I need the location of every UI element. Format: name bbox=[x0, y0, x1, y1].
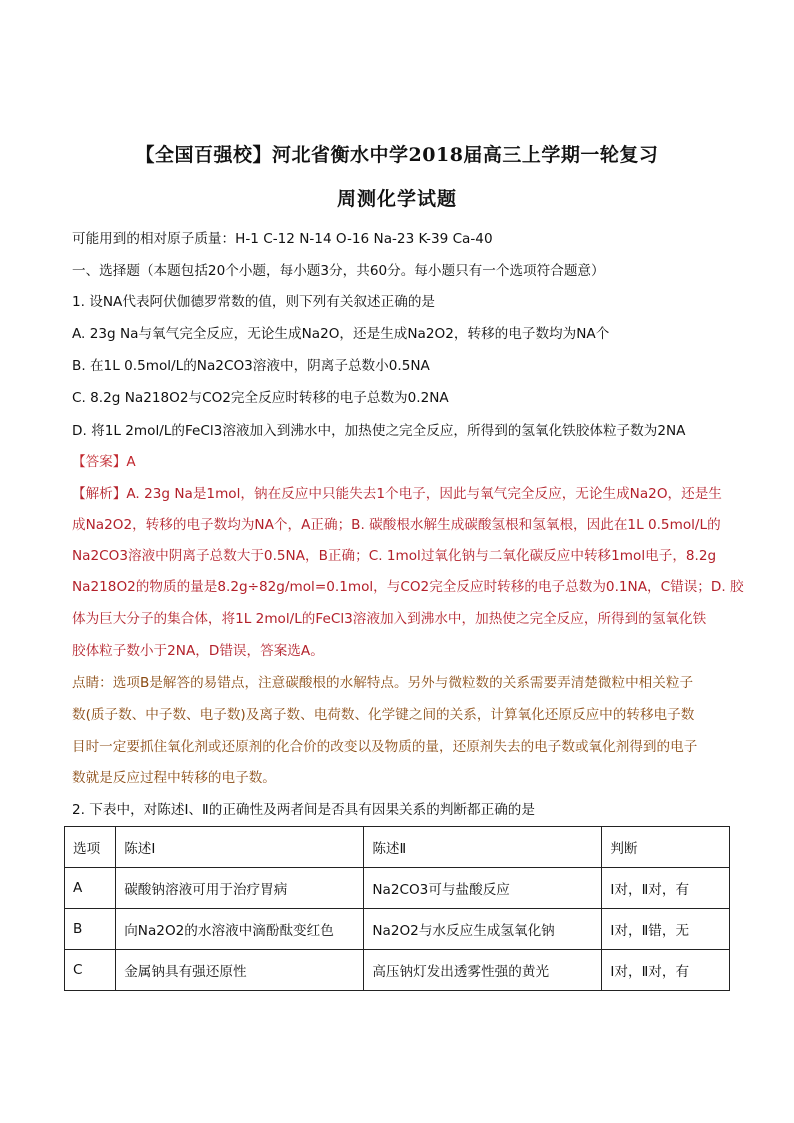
question-1-stem: 1. 设NA代表阿伏伽德罗常数的值，则下列有关叙述正确的是 bbox=[72, 294, 436, 310]
tip-line: 点睛：选项B是解答的易错点，注意碳酸根的水解特点。另外与微粒数的关系需要弄清楚微粒中相关粒子 bbox=[72, 675, 694, 691]
analysis-line: 成Na2O2，转移的电子数均为NA个，A正确；B. 碳酸根水解生成碳酸氢根和氢氧根，因此在1L 0.5mol/L的 bbox=[72, 517, 721, 533]
table-cell: Ⅰ对，Ⅱ对，有 bbox=[602, 950, 730, 991]
table-row bbox=[65, 950, 730, 991]
table-cell: Ⅰ对，Ⅱ错，无 bbox=[602, 909, 730, 950]
section-heading: 一、选择题（本题包括20个小题，每小题3分，共60分。每小题只有一个选项符合题意） bbox=[72, 263, 605, 279]
table-header-cell: 判断 bbox=[602, 827, 730, 868]
table-cell: 碳酸钠溶液可用于治疗胃病 bbox=[116, 868, 364, 909]
table-cell: A bbox=[65, 868, 116, 909]
table-cell: 高压钠灯发出透雾性强的黄光 bbox=[364, 950, 602, 991]
analysis-line: Na218O2的物质的量是8.2g÷82g/mol=0.1mol，与CO2完全反应时转移的电子总数为0.1NA，C错误；D. 胶 bbox=[72, 579, 744, 595]
table-row bbox=[65, 909, 730, 950]
question-1-option-d: D. 将1L 2mol/L的FeCl3溶液加入到沸水中，加热使之完全反应，所得到的氢氧化铁胶体粒子数为2NA bbox=[72, 423, 686, 439]
question-1-option-c: C. 8.2g Na218O2与CO2完全反应时转移的电子总数为0.2NA bbox=[72, 390, 449, 406]
table-cell: Na2O2与水反应生成氢氧化钠 bbox=[364, 909, 602, 950]
table-header-cell: 陈述Ⅱ bbox=[364, 827, 602, 868]
table-header-row bbox=[65, 827, 730, 868]
question-1-option-a: A. 23g Na与氧气完全反应，无论生成Na2O，还是生成Na2O2，转移的电子数均为NA个 bbox=[72, 326, 610, 342]
table-cell: Ⅰ对，Ⅱ对，有 bbox=[602, 868, 730, 909]
question-1-option-b: B. 在1L 0.5mol/L的Na2CO3溶液中，阴离子总数小0.5NA bbox=[72, 358, 430, 374]
table-cell: 金属钠具有强还原性 bbox=[116, 950, 364, 991]
page-title: 【全国百强校】河北省衡水中学2018届高三上学期一轮复习 bbox=[135, 144, 659, 166]
table-cell: C bbox=[65, 950, 116, 991]
tip-line: 数就是反应过程中转移的电子数。 bbox=[72, 770, 276, 786]
answer-label: 【答案】A bbox=[72, 454, 136, 470]
question-2-stem: 2. 下表中，对陈述Ⅰ、Ⅱ的正确性及两者间是否具有因果关系的判断都正确的是 bbox=[72, 802, 535, 818]
question-2-table bbox=[64, 826, 730, 991]
table-cell: Na2CO3可与盐酸反应 bbox=[364, 868, 602, 909]
table-cell: 向Na2O2的水溶液中滴酚酞变红色 bbox=[116, 909, 364, 950]
table-row bbox=[65, 868, 730, 909]
table-cell: B bbox=[65, 909, 116, 950]
analysis-line: 胶体粒子数小于2NA，D错误，答案选A。 bbox=[72, 643, 324, 659]
page-subtitle: 周测化学试题 bbox=[336, 188, 457, 210]
tip-line: 目时一定要抓住氧化剂或还原剂的化合价的改变以及物质的量，还原剂失去的电子数或氧化剂得到的电子 bbox=[72, 739, 698, 755]
analysis-line: 体为巨大分子的集合体，将1L 2mol/L的FeCl3溶液加入到沸水中，加热使之完全反应，所得到的氢氧化铁 bbox=[72, 611, 707, 627]
table-header-cell: 陈述Ⅰ bbox=[116, 827, 364, 868]
atomic-masses: 可能用到的相对原子质量：H-1 C-12 N-14 O-16 Na-23 K-39 Ca-40 bbox=[72, 231, 493, 247]
analysis-line: Na2CO3溶液中阴离子总数大于0.5NA，B正确；C. 1mol过氧化钠与二氧化碳反应中转移1mol电子，8.2g bbox=[72, 548, 717, 564]
analysis-line: 【解析】A. 23g Na是1mol，钠在反应中只能失去1个电子，因此与氧气完全反应，无论生成Na2O，还是生 bbox=[72, 486, 722, 502]
table-header-cell: 选项 bbox=[65, 827, 116, 868]
tip-line: 数(质子数、中子数、电子数)及离子数、电荷数、化学键之间的关系，计算氧化还原反应中的转移电子数 bbox=[72, 707, 695, 723]
